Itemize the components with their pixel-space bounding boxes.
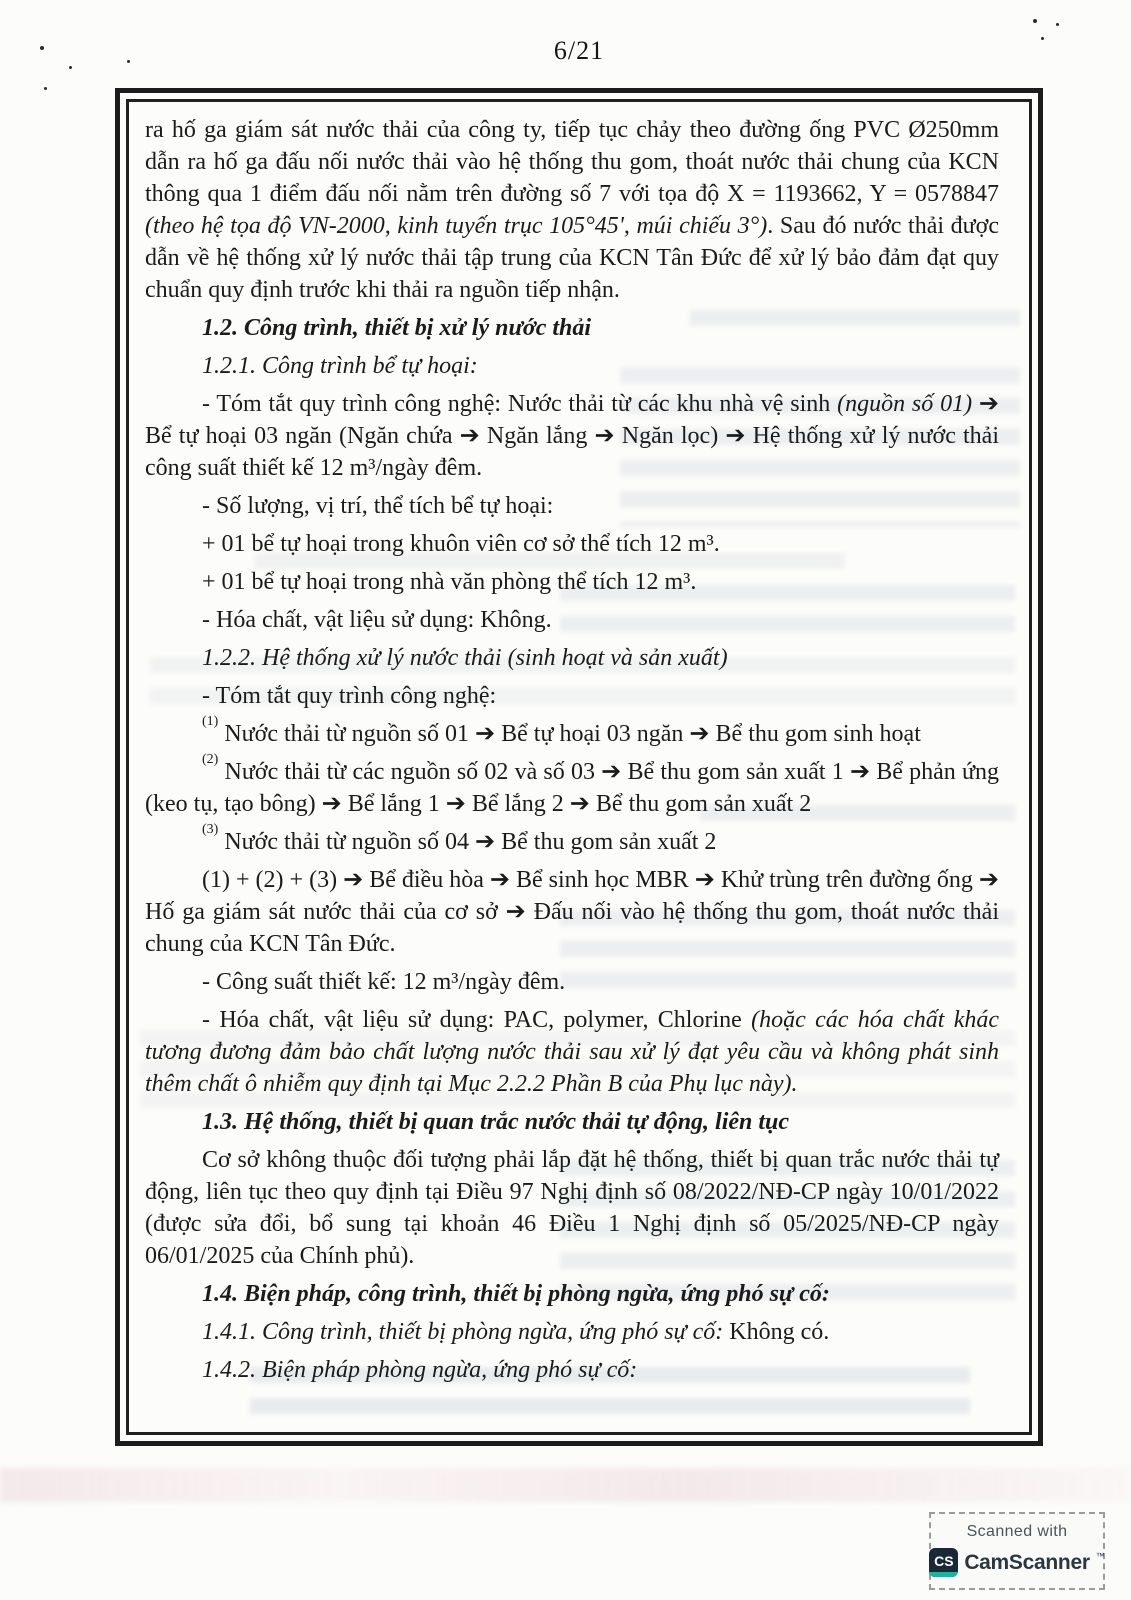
flow-text-3: Nước thải từ nguồn số 04 ➔ Bể thu gom sản xuất 2: [224, 829, 717, 855]
flow-line-1: [145, 714, 999, 750]
paragraph-design-capacity: - Công suất thiết kế: 12 m³/ngày đêm.: [202, 969, 566, 995]
flow-marker-1: (1): [202, 714, 219, 729]
paragraph-septic-process: [145, 388, 999, 484]
heading-1-3: 1.3. Hệ thống, thiết bị quan trắc nước thải tự động, liên tục: [202, 1109, 790, 1135]
paragraph-monitoring: Cơ sở không thuộc đối tượng phải lắp đặt hệ thống, thiết bị quan trắc nước thải tự động, liên tục theo quy định tại Điều 97 Nghị định số 08/2022/NĐ-CP ngày 10/01/2022 (được sửa đổi, bổ sung tại khoản 46 Điều 1 Nghị định số 05/2025/NĐ-CP ngày 06/01/2025 của Chính phủ).: [145, 1147, 999, 1269]
camscanner-brand-text: CamScanner: [964, 1550, 1090, 1574]
intro-coordinate-note: (theo hệ tọa độ VN-2000, kinh tuyến trục 105°45', múi chiếu 3°): [145, 213, 768, 239]
heading-1-4: 1.4. Biện pháp, công trình, thiết bị phòng ngừa, ứng phó sự cố:: [202, 1281, 830, 1307]
chemicals-2-text: - Hóa chất, vật liệu sử dụng: PAC, polymer, Chlorine: [202, 1007, 752, 1033]
page-number: 6/21: [553, 36, 605, 65]
chemicals-2-note: (hoặc các hóa chất khác tương đương đảm bảo chất lượng nước thải sau xử lý đạt yêu cầu và không phát sinh thêm chất ô nhiễm quy định tại Mục 2.2.2 Phần B của Phụ lục này).: [145, 1007, 999, 1097]
document-body: [126, 99, 1032, 1435]
speck: [1056, 23, 1059, 26]
speck: [69, 66, 72, 69]
heading-1-2-2: 1.2.2. Hệ thống xử lý nước thải (sinh hoạt và sản xuất): [202, 645, 728, 671]
heading-1-4-1: [145, 1316, 999, 1348]
intro-text-1: ra hố ga giám sát nước thải của công ty, tiếp tục chảy theo đường ống PVC Ø250mm dẫn ra hố ga đấu nối nước thải vào hệ thống thu gom, thoát nước thải chung của KCN thông qua 1 điểm đấu nối nằm trên đường số 7 với tọa độ X = 1193662, Y = 0578847: [145, 117, 999, 207]
heading-1-4-2: 1.4.2. Biện pháp phòng ngừa, ứng phó sự cố:: [202, 1357, 638, 1383]
speck: [44, 87, 47, 90]
speck: [127, 60, 130, 63]
source-01-note: (nguồn số 01): [837, 391, 973, 417]
heading-1-2: 1.2. Công trình, thiết bị xử lý nước thải: [202, 315, 592, 341]
speck: [40, 46, 44, 50]
camscanner-icon: [929, 1548, 958, 1577]
scanned-with-text: Scanned with: [966, 1523, 1068, 1540]
paragraph-intro: [145, 114, 999, 306]
camscanner-icon-letters: CS: [934, 1553, 954, 1569]
list-item-septic-1: + 01 bể tự hoại trong khuôn viên cơ sở thể tích 12 m³.: [202, 531, 720, 557]
flow-marker-3: (3): [202, 822, 219, 837]
flow-line-3: [145, 822, 999, 858]
paragraph-chemicals-2: [145, 1004, 999, 1100]
speck: [1033, 19, 1037, 23]
list-item-septic-2: + 01 bể tự hoại trong nhà văn phòng thể tích 12 m³.: [202, 569, 697, 595]
flow-marker-2: (2): [202, 752, 219, 767]
camscanner-watermark: [929, 1512, 1105, 1590]
flow-text-1: Nước thải từ nguồn số 01 ➔ Bể tự hoại 03 ngăn ➔ Bể thu gom sinh hoạt: [224, 721, 921, 747]
septic-process-text-1: - Tóm tắt quy trình công nghệ: Nước thải từ các khu nhà vệ sinh: [202, 391, 838, 417]
heading-1-4-1-label: 1.4.1. Công trình, thiết bị phòng ngừa, ứng phó sự cố:: [202, 1319, 724, 1345]
flow-line-2: [145, 752, 1000, 820]
trademark-symbol: ™: [1095, 1550, 1105, 1561]
heading-1-2-1: 1.2.1. Công trình bể tự hoại:: [202, 353, 478, 379]
paragraph-septic-quantity: - Số lượng, vị trí, thể tích bể tự hoại:: [202, 493, 554, 519]
bleed-band: [0, 1468, 1131, 1502]
paragraph-process-summary: - Tóm tắt quy trình công nghệ:: [202, 683, 497, 709]
flow-text-2: Nước thải từ các nguồn số 02 và số 03 ➔ Bể thu gom sản xuất 1 ➔ Bể phản ứng (keo tụ, tạo bông) ➔ Bể lắng 1 ➔ Bể lắng 2 ➔ Bể thu gom sản xuất 2: [145, 759, 1000, 817]
speck: [1041, 37, 1044, 40]
intro-text-2: . Sau đó nước thải được dẫn về hệ thống xử lý nước thải tập trung của KCN Tân Đức để xử lý bảo đảm đạt quy chuẩn quy định trước khi thải ra nguồn tiếp nhận.: [145, 213, 999, 303]
paragraph-chemicals-1: - Hóa chất, vật liệu sử dụng: Không.: [202, 607, 552, 633]
heading-1-4-1-value: Không có.: [723, 1319, 830, 1345]
camscanner-icon-strip: [929, 1572, 958, 1577]
septic-process-text-2: ➔ Bể tự hoại 03 ngăn (Ngăn chứa ➔ Ngăn lắng ➔ Ngăn lọc) ➔ Hệ thống xử lý nước thải công suất thiết kế 12 m³/ngày đêm.: [145, 391, 1000, 481]
flow-line-combined: (1) + (2) + (3) ➔ Bể điều hòa ➔ Bể sinh học MBR ➔ Khử trùng trên đường ống ➔ Hố ga giám sát nước thải của cơ sở ➔ Đấu nối vào hệ thống thu gom, thoát nước thải chung của KCN Tân Đức.: [145, 867, 999, 957]
camscanner-brand-row: [934, 1548, 1105, 1577]
document-frame: [115, 88, 1043, 1446]
